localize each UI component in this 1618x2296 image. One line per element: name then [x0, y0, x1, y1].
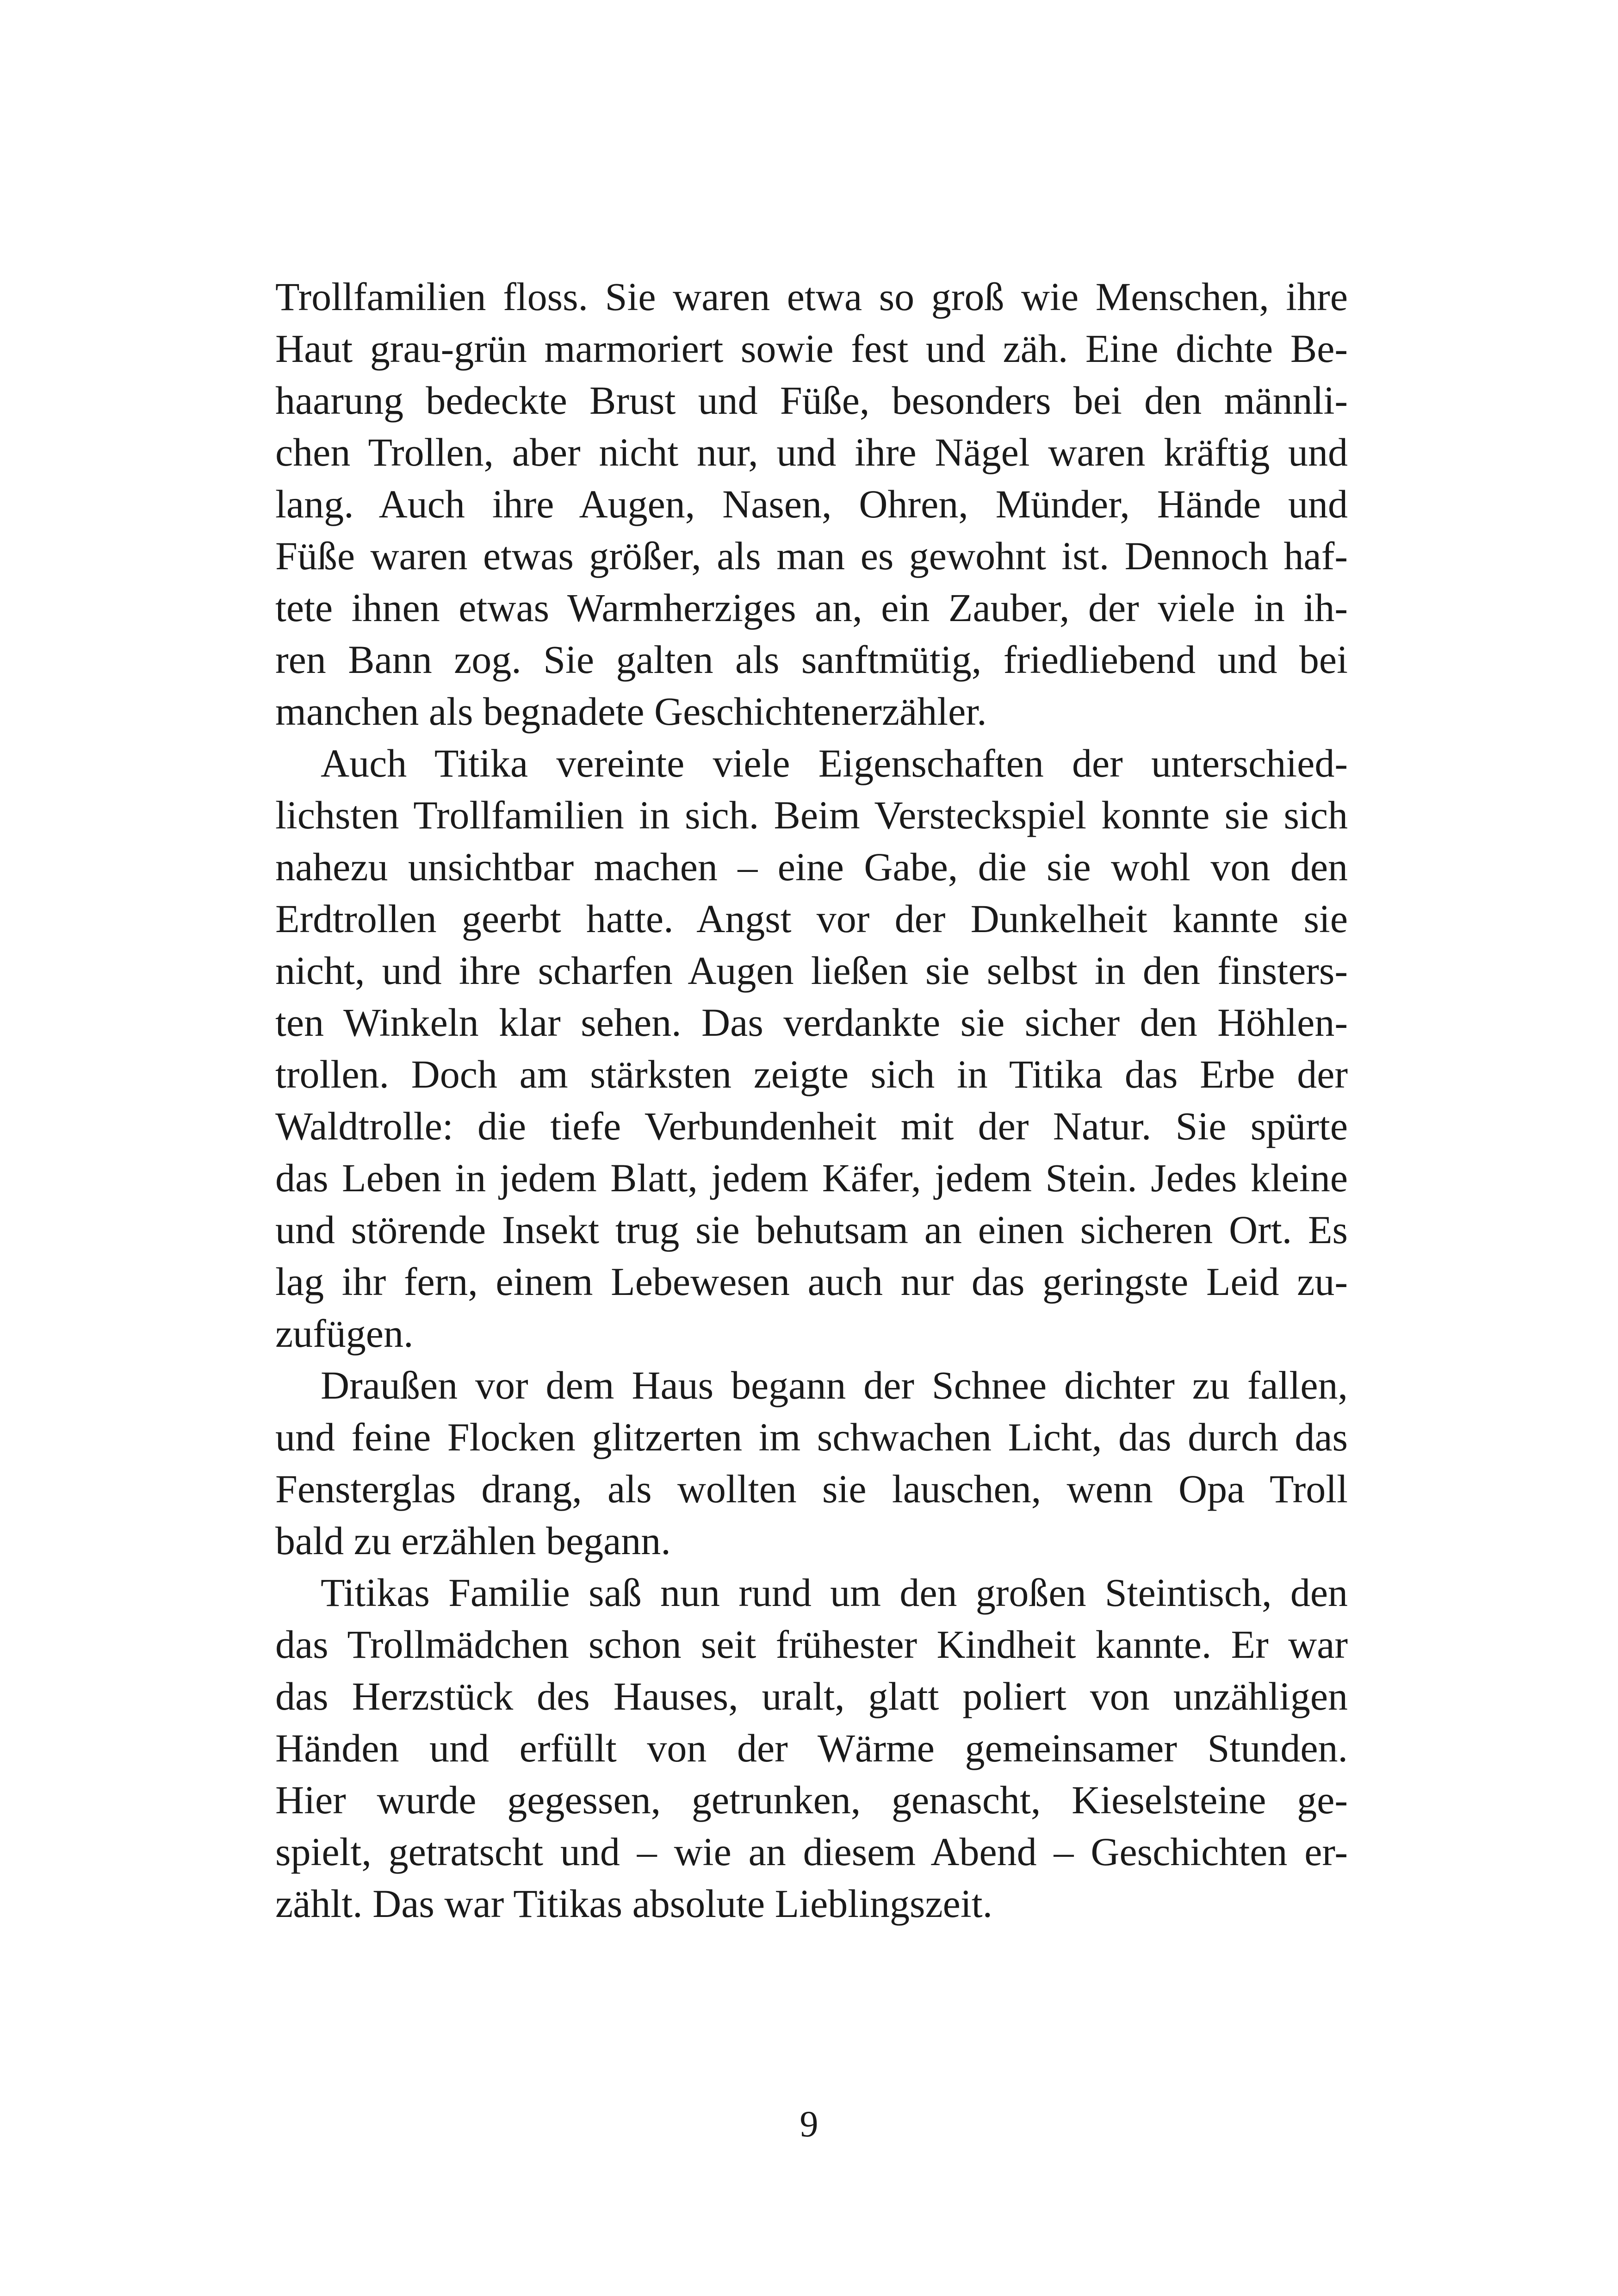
- text-line: und feine Flocken glitzerten im schwachen Licht, das durch das: [275, 1415, 1348, 1459]
- text-line: Trollfamilien floss. Sie waren etwa so groß wie Menschen, ihre: [275, 274, 1348, 319]
- text-line: haarung bedeckte Brust und Füße, besonders bei den männli-: [275, 378, 1348, 423]
- text-line: Füße waren etwas größer, als man es gewohnt ist. Dennoch haf-: [275, 534, 1348, 578]
- text-line: Händen und erfüllt von der Wärme gemeinsamer Stunden.: [275, 1726, 1348, 1770]
- text-line: Haut grau-grün marmoriert sowie fest und zäh. Eine dichte Be-: [275, 326, 1348, 371]
- text-line: manchen als begnadete Geschichtenerzähler.: [275, 689, 987, 734]
- text-line: Auch Titika vereinte viele Eigenschaften der unterschied-: [321, 741, 1348, 785]
- text-line: Fensterglas drang, als wollten sie lauschen, wenn Opa Troll: [275, 1467, 1348, 1511]
- text-line: bald zu erzählen begann.: [275, 1518, 671, 1563]
- text-line: das Leben in jedem Blatt, jedem Käfer, jedem Stein. Jedes kleine: [275, 1156, 1348, 1200]
- text-line: nahezu unsichtbar machen – eine Gabe, die sie wohl von den: [275, 845, 1348, 889]
- text-line: Draußen vor dem Haus begann der Schnee dichter zu fallen,: [321, 1363, 1348, 1407]
- text-line: nicht, und ihre scharfen Augen ließen sie selbst in den finsters-: [275, 948, 1348, 993]
- text-line: ten Winkeln klar sehen. Das verdankte sie sicher den Höhlen-: [275, 1000, 1348, 1045]
- text-line: Waldtrolle: die tiefe Verbundenheit mit der Natur. Sie spürte: [275, 1104, 1348, 1148]
- paragraph: [275, 1359, 1348, 1567]
- text-line: lang. Auch ihre Augen, Nasen, Ohren, Münder, Hände und: [275, 482, 1348, 526]
- text-line: Hier wurde gegessen, getrunken, genascht, Kieselsteine ge-: [275, 1778, 1348, 1822]
- text-line: ren Bann zog. Sie galten als sanftmütig, friedliebend und bei: [275, 637, 1348, 682]
- text-line: Titikas Familie saß nun rund um den großen Steintisch, den: [321, 1570, 1348, 1615]
- paragraph: [275, 737, 1348, 1359]
- text-line: lichsten Trollfamilien in sich. Beim Versteckspiel konnte sie sich: [275, 793, 1348, 837]
- text-line: tete ihnen etwas Warmherziges an, ein Zauber, der viele in ih-: [275, 585, 1348, 630]
- text-line: spielt, getratscht und – wie an diesem Abend – Geschichten er-: [275, 1829, 1348, 1874]
- text-line: Erdtrollen geerbt hatte. Angst vor der Dunkelheit kannte sie: [275, 896, 1348, 941]
- paragraph: [275, 1567, 1348, 1929]
- paragraph: [275, 271, 1348, 737]
- text-line: das Trollmädchen schon seit frühester Kindheit kannte. Er war: [275, 1622, 1348, 1667]
- text-line: zählt. Das war Titikas absolute Lieblingszeit.: [275, 1881, 993, 1926]
- text-line: und störende Insekt trug sie behutsam an einen sicheren Ort. Es: [275, 1207, 1348, 1252]
- page-number: 9: [800, 2104, 818, 2145]
- text-line: chen Trollen, aber nicht nur, und ihre Nägel waren kräftig und: [275, 430, 1348, 474]
- text-line: lag ihr fern, einem Lebewesen auch nur das geringste Leid zu-: [275, 1259, 1348, 1304]
- text-line: zufügen.: [275, 1311, 414, 1356]
- text-line: das Herzstück des Hauses, uralt, glatt poliert von unzähligen: [275, 1674, 1348, 1718]
- body-text: [275, 271, 1348, 1929]
- text-line: trollen. Doch am stärksten zeigte sich in Titika das Erbe der: [275, 1052, 1348, 1096]
